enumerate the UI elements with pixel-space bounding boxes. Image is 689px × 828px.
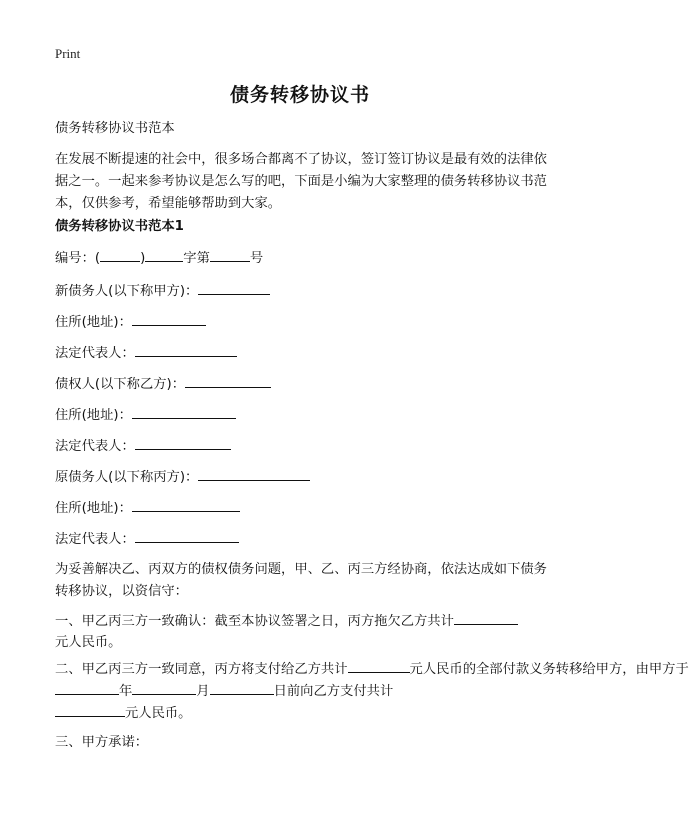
amount-blank: [454, 610, 518, 625]
field-blank: [198, 280, 270, 295]
field-original-debtor-representative: [55, 528, 550, 551]
field-label: 法定代表人：: [55, 439, 135, 454]
section-heading: 债务转移协议书范本1: [55, 219, 184, 234]
field-new-debtor: [55, 280, 550, 303]
field-blank: [132, 404, 236, 419]
clause-3: 三、甲方承诺：: [55, 735, 149, 750]
field-blank: [198, 466, 310, 481]
number-blank-3: [210, 247, 250, 262]
number-char-label: 字第: [183, 251, 210, 266]
clause-1: [55, 610, 550, 633]
clause-2-day-text: 日前向乙方支付共计: [273, 684, 394, 699]
number-blank-2: [145, 247, 183, 262]
clause-2-line-2: [55, 680, 550, 703]
number-blank-1: [100, 247, 140, 262]
field-label: 法定代表人：: [55, 346, 135, 361]
year-blank: [55, 680, 119, 695]
number-mid: ): [140, 251, 146, 266]
field-label: 住所(地址)：: [55, 408, 132, 423]
field-blank: [132, 497, 240, 512]
field-blank: [185, 373, 271, 388]
day-blank: [210, 680, 274, 695]
field-label: 住所(地址)：: [55, 501, 132, 516]
field-creditor: [55, 373, 550, 396]
field-new-debtor-representative: [55, 342, 550, 365]
clause-2-part-1: 二、甲乙丙三方一致同意，丙方将支付给乙方共计: [55, 662, 348, 677]
field-blank: [135, 342, 237, 357]
clause-2-part-2: 元人民币的全部付款义务转移给甲方，由甲方于: [409, 662, 689, 677]
clause-2-year: 年: [119, 684, 133, 699]
document-number-line: [55, 247, 550, 270]
clause-1-continuation: [55, 632, 550, 654]
clause-1-unit: 元人民币。: [55, 635, 122, 650]
field-new-debtor-address: [55, 311, 550, 334]
intro-paragraph: 在发展不断提速的社会中，很多场合都离不了协议，签订签订协议是最有效的法律依据之一。一起来参考协议是怎么写的吧，下面是小编为大家整理的债务转移协议书范本，仅供参考，希望能够帮助到大家。: [55, 152, 547, 211]
field-label: 债权人(以下称乙方)：: [55, 377, 186, 392]
amount-blank: [55, 702, 125, 717]
amount-blank: [348, 658, 410, 673]
field-creditor-representative: [55, 435, 550, 458]
purpose-paragraph: 为妥善解决乙、丙双方的债权债务问题，甲、乙、丙三方经协商，依法达成如下债务转移协议，以资信守：: [55, 562, 547, 599]
field-original-debtor: [55, 466, 550, 489]
field-label: 新债务人(以下称甲方)：: [55, 284, 199, 299]
print-link[interactable]: Print: [55, 46, 81, 61]
document-title: 债务转移协议书: [229, 84, 370, 106]
number-prefix: 编号：(: [55, 251, 101, 266]
field-blank: [132, 311, 206, 326]
field-label: 法定代表人：: [55, 532, 135, 547]
clause-2-unit: 元人民币。: [125, 706, 192, 721]
clause-2-line-1: [55, 658, 689, 681]
month-blank: [132, 680, 196, 695]
field-label: 原债务人(以下称丙方)：: [55, 470, 199, 485]
field-original-debtor-address: [55, 497, 550, 520]
field-blank: [135, 435, 231, 450]
clause-2-line-3: [55, 702, 550, 725]
field-blank: [135, 528, 239, 543]
field-label: 住所(地址)：: [55, 315, 132, 330]
clause-1-text: 一、甲乙丙三方一致确认：截至本协议签署之日，丙方拖欠乙方共计: [55, 614, 454, 629]
clause-2-month: 月: [196, 684, 210, 699]
number-suffix: 号: [249, 251, 264, 266]
field-creditor-address: [55, 404, 550, 427]
template-subtitle: 债务转移协议书范本: [55, 121, 175, 136]
